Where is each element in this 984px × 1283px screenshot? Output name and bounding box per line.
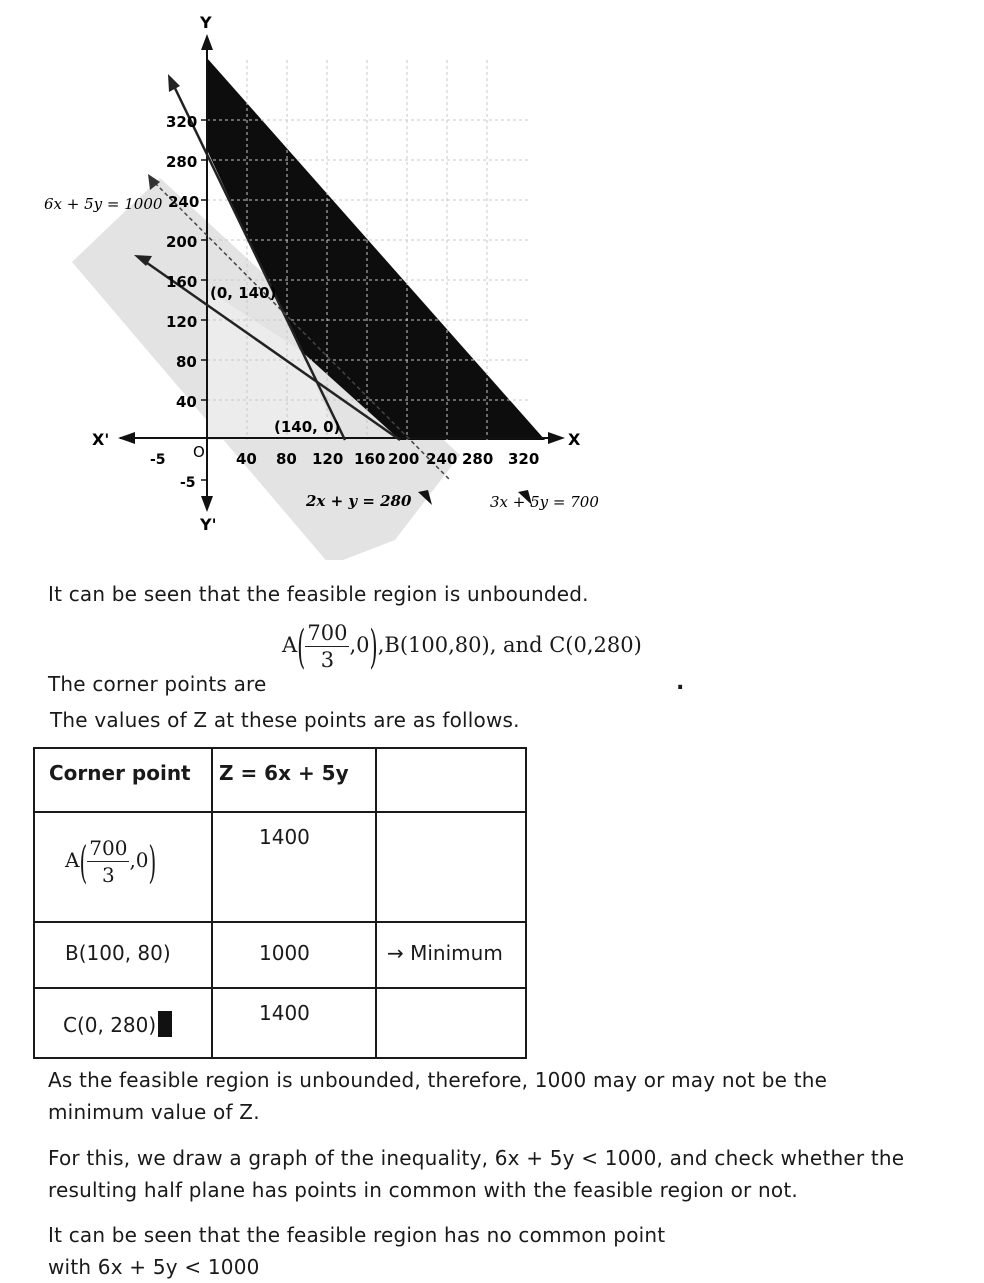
y-axis-label: Y [200, 13, 212, 32]
origin-label: O [193, 443, 205, 461]
row-a-right-paren: ) [148, 835, 157, 888]
row-a-denominator: 3 [101, 863, 115, 887]
corner-rest: ,B(100,80), and C(0,280) [377, 633, 642, 657]
row-a-numerator: 700 [89, 836, 128, 860]
x-tick-240: 240 [426, 450, 458, 468]
cell-z-c: 1400 [212, 988, 376, 1058]
y-tick-240: 240 [168, 193, 200, 211]
cell-note-b: → Minimum [376, 922, 526, 988]
x-tick-320: 320 [508, 450, 540, 468]
label-3x-5y-700: 3x + 5y = 700 [490, 493, 599, 511]
x-tick-40: 40 [236, 450, 257, 468]
label-2x-y-280: 2x + y = 280 [306, 492, 412, 510]
cell-corner-a [34, 812, 212, 922]
fraction-numerator: 700 [307, 621, 348, 645]
paragraph-conclusion-line2: with 6x + 5y < 1000 [48, 1255, 260, 1279]
y-tick-80: 80 [176, 353, 197, 371]
x-tick-120: 120 [312, 450, 344, 468]
y-tick-280: 280 [166, 153, 198, 171]
x-neg-axis-arrow [118, 432, 135, 444]
y-axis-arrow [201, 34, 213, 50]
row-a-left-paren: ( [79, 835, 88, 888]
y-tick-160: 160 [166, 273, 198, 291]
point-label-0-140: (0, 140) [210, 284, 277, 302]
left-paren: ( [297, 620, 306, 673]
x-tick-80: 80 [276, 450, 297, 468]
y-tick-40: 40 [176, 393, 197, 411]
y-tick-320: 320 [166, 113, 198, 131]
corner-a-tail: ,0 [349, 633, 370, 657]
table-row [34, 812, 526, 922]
y-tick-neg5: -5 [180, 475, 196, 491]
cell-z-a: 1400 [212, 812, 376, 922]
cursor-block [158, 1011, 172, 1037]
row-c-corner-text: C(0, 280) [63, 1013, 157, 1037]
row-a-tail: ,0 [129, 848, 149, 872]
period: . [676, 670, 685, 695]
values-intro: The values of Z at these points are as follows. [50, 708, 520, 732]
header-z-formula: Z = 6x + 5y [212, 748, 376, 812]
y-tick-120: 120 [166, 313, 198, 331]
table-header-row [34, 748, 526, 812]
corner-points-prefix: The corner points are [48, 672, 267, 696]
y-neg-axis-label: Y' [200, 515, 217, 534]
fraction-700-3 [305, 620, 349, 673]
paragraph-inequality-check: For this, we draw a graph of the inequality, 6x + 5y < 1000, and check whether the resulting half plane has points in common with the feasible region or not. [48, 1146, 905, 1202]
corner-a-letter: A [282, 633, 298, 657]
header-note [376, 748, 526, 812]
x-tick-160: 160 [354, 450, 386, 468]
cell-corner-c [34, 988, 212, 1058]
point-label-140-0: (140, 0) [274, 418, 341, 436]
table-row [34, 988, 526, 1058]
cell-note-c [376, 988, 526, 1058]
cell-corner-b: B(100, 80) [34, 922, 212, 988]
corner-points-expression [282, 620, 642, 673]
x-tick-280: 280 [462, 450, 494, 468]
row-a-fraction [87, 835, 129, 888]
cell-z-b: 1000 [212, 922, 376, 988]
row-a-letter: A [65, 848, 80, 872]
label-6x-5y-1000: 6x + 5y = 1000 [44, 195, 163, 213]
fraction-denominator: 3 [320, 648, 335, 672]
paragraph-conclusion-line1: It can be seen that the feasible region has no common point [48, 1223, 666, 1247]
x-tick-neg5: -5 [150, 452, 166, 468]
cell-note-a [376, 812, 526, 922]
x-axis-label: X [568, 430, 581, 449]
right-paren: ) [369, 620, 378, 673]
table-row [34, 922, 526, 988]
x-tick-200: 200 [388, 450, 420, 468]
x-neg-axis-label: X' [92, 430, 110, 449]
header-corner-point: Corner point [34, 748, 212, 812]
feasible-region-graph [0, 0, 984, 560]
z-values-table [33, 747, 527, 1059]
x-axis-arrow [548, 432, 565, 444]
line-2x-y-280-arrow [168, 74, 180, 92]
y-neg-axis-arrow [201, 496, 213, 512]
y-tick-200: 200 [166, 233, 198, 251]
unbounded-statement: It can be seen that the feasible region is unbounded. [48, 582, 589, 606]
paragraph-unbounded-minimum: As the feasible region is unbounded, therefore, 1000 may or may not be the minimum value of Z. [48, 1068, 828, 1124]
